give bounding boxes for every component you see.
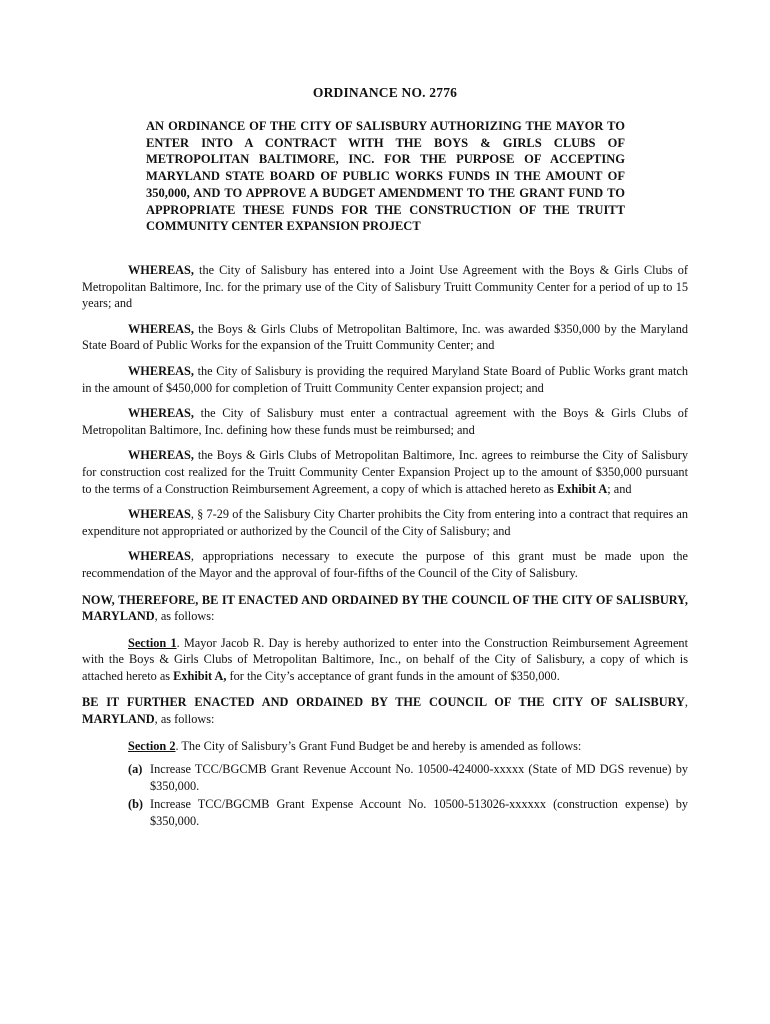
list-item-text: Increase TCC/BGCMB Grant Expense Account No. 10500-513026-xxxxxx (construction expense) by $350,000.: [150, 797, 688, 829]
further-clause-bold-2: MARYLAND: [82, 712, 155, 727]
whereas-tail: ; and: [607, 481, 632, 496]
whereas-lead: WHEREAS,: [128, 363, 194, 378]
whereas-lead: WHEREAS,: [128, 448, 194, 463]
whereas-lead: WHEREAS,: [128, 263, 194, 277]
ordinance-title: ORDINANCE NO. 2776: [312, 85, 458, 100]
whereas-text: , appropriations necessary to execute the purpose of this grant must be made upon the recommendation of the Mayor and the approval of four-fifths of the Council of the City of Salisbury.: [82, 549, 688, 580]
further-clause-tail: , as follows:: [154, 712, 215, 727]
further-enacting-clause: [82, 694, 688, 727]
section-1-tail: for the City’s acceptance of grant funds in the amount of $350,000.: [226, 668, 560, 683]
list-item: [128, 796, 688, 829]
further-clause-bold-1: BE IT FURTHER ENACTED AND ORDAINED BY THE COUNCIL OF THE CITY OF SALISBURY: [82, 695, 685, 710]
whereas-lead: WHEREAS,: [128, 406, 194, 421]
enacting-clause-bold: NOW, THEREFORE, BE IT ENACTED AND ORDAINED BY THE COUNCIL OF THE CITY OF SALISBURY, MARYLAND: [82, 592, 688, 624]
whereas-paragraph-3: [82, 363, 688, 396]
section-2-paragraph: [82, 738, 688, 755]
exhibit-reference: Exhibit A: [557, 481, 608, 496]
whereas-lead: WHEREAS,: [128, 321, 194, 336]
whereas-paragraph-5: [82, 447, 688, 497]
ordinance-body: [82, 262, 688, 832]
whereas-text: the Boys & Girls Clubs of Metropolitan Baltimore, Inc. agrees to reimburse the City of Salisbury for construction cost realized for the Truitt Community Center Expansion Project up to the amount of $350,000 pursuant to the terms of a Construction Reimbursement Agreement, a copy of which is attached hereto as: [82, 448, 688, 496]
list-item-marker: (a): [128, 762, 143, 777]
amendment-list: [82, 761, 688, 829]
whereas-lead: WHEREAS: [128, 549, 191, 564]
whereas-text: the City of Salisbury is providing the required Maryland State Board of Public Works grant match in the amount of $450,000 for completion of Truitt Community Center expansion project; and: [82, 363, 688, 395]
list-item: [128, 761, 688, 794]
exhibit-reference: Exhibit A,: [173, 668, 227, 683]
whereas-paragraph-2: [82, 321, 688, 354]
whereas-paragraph-4: [82, 405, 688, 438]
whereas-text: the Boys & Girls Clubs of Metropolitan Baltimore, Inc. was awarded $350,000 by the Maryland State Board of Public Works for the expansion of the Truitt Community Center; and: [82, 321, 688, 353]
whereas-paragraph-6: [82, 506, 688, 539]
whereas-paragraph-7: [82, 548, 688, 581]
whereas-text: , § 7-29 of the Salisbury City Charter prohibits the City from entering into a contract that requires an expenditure not appropriated or authorized by the Council of the City of Salisbury; and: [82, 507, 688, 538]
section-2-text: . The City of Salisbury’s Grant Fund Budget be and hereby is amended as follows:: [175, 738, 582, 753]
list-item-marker: (b): [128, 797, 144, 812]
whereas-lead: WHEREAS: [128, 507, 191, 522]
section-1-paragraph: [82, 635, 688, 685]
section-1-label: Section 1: [128, 635, 177, 650]
enacting-clause: [82, 592, 688, 625]
whereas-text: the City of Salisbury must enter a contractual agreement with the Boys & Girls Clubs of Metropolitan Baltimore, Inc. defining how these funds must be reimbursed; and: [82, 406, 688, 437]
whereas-paragraph-1: [82, 262, 688, 312]
enacting-clause-tail: , as follows:: [154, 609, 215, 624]
section-1-text: . Mayor Jacob R. Day is hereby authorized to enter into the Construction Reimbursement Agreement with the Boys & Girls Clubs of Metropolitan Baltimore, Inc., on behalf of the City of Salisbury, a copy of which is attached hereto as: [82, 635, 688, 683]
whereas-text: the City of Salisbury has entered into a Joint Use Agreement with the Boys & Girls Clubs of Metropolitan Baltimore, Inc. for the primary use of the City of Salisbury Truitt Community Center for a period of up to 15 years; and: [82, 263, 688, 311]
ordinance-heading: AN ORDINANCE OF THE CITY OF SALISBURY AUTHORIZING THE MAYOR TO ENTER INTO A CONTRACT WITH THE BOYS & GIRLS CLUBS OF METROPOLITAN BALTIMORE, INC. FOR THE PURPOSE OF ACCEPTING MARYLAND STATE BOARD OF PUBLIC WORKS FUNDS IN THE AMOUNT OF 350,000, AND TO APPROVE A BUDGET AMENDMENT TO THE GRANT FUND TO APPROPRIATE THESE FUNDS FOR THE CONSTRUCTION OF THE TRUITT COMMUNITY CENTER EXPANSION PROJECT: [146, 119, 625, 234]
further-clause-comma: ,: [684, 695, 688, 710]
list-item-text: Increase TCC/BGCMB Grant Revenue Account No. 10500-424000-xxxxx (State of MD DGS revenue) by $350,000.: [150, 762, 688, 793]
section-2-label: Section 2: [128, 738, 176, 753]
